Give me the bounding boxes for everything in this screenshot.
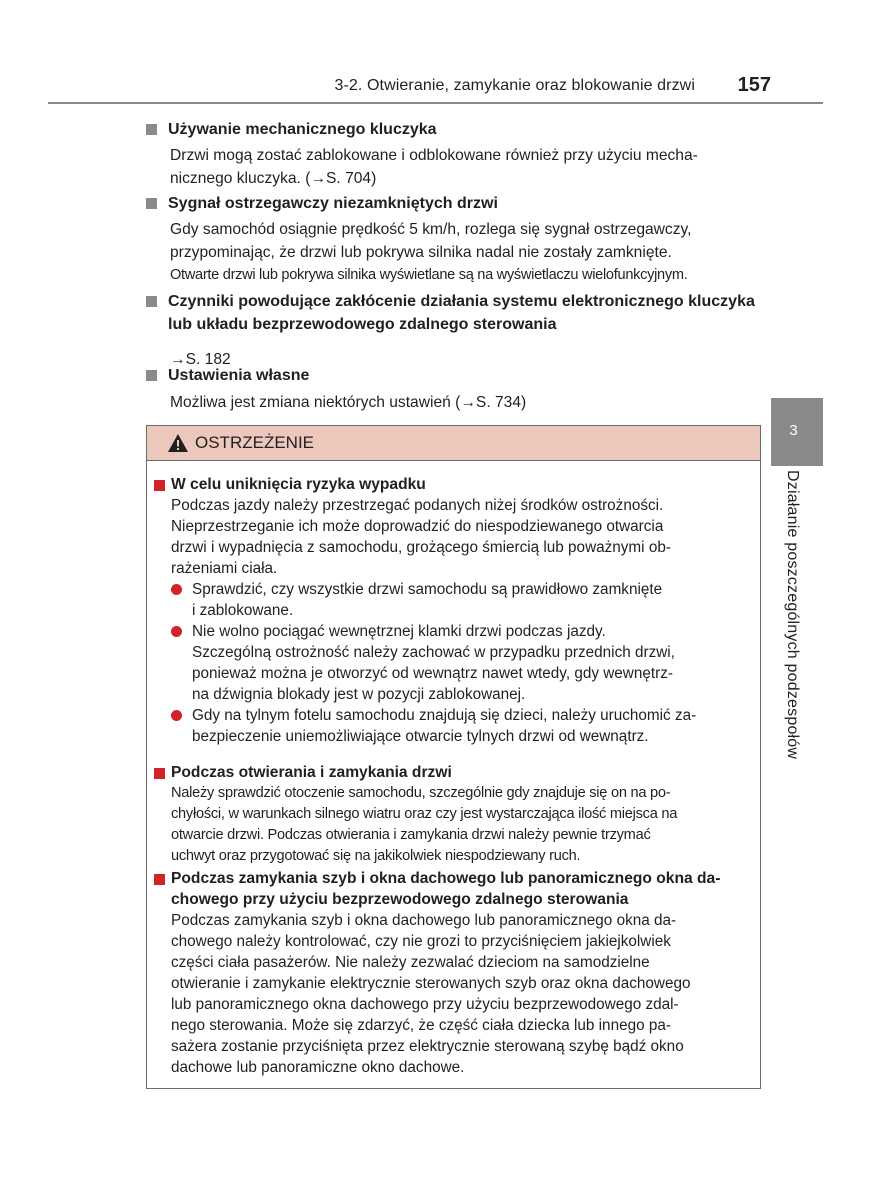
warning-block-heading: Podczas otwierania i zamykania drzwi (154, 762, 754, 783)
red-square-icon (154, 874, 165, 885)
chapter-tab (771, 398, 823, 466)
warning-block-body: Podczas zamykania szyb i okna dachowego lub panoramicznego okna da- chowego należy kontrolować, czy nie grozi to przyciśnięciem jakiejkolwiek części ciała pasażerów. Nie należy zezwalać dzieciom na samodzielne otwieranie i zamykanie elektrycznie sterowanych szyb oraz okna dachowego lub panoramicznego okna dachowego przy użyciu bezprzewodowego zdal- nego sterowania. Może się zdarzyć, że część ciała dziecka lub innego pa- sażera zostanie przyciśnięta przez elektrycznie sterowaną szybę bądź okno dachowe lub panoramiczne okno dachowe. (171, 912, 691, 1076)
red-dot-icon (171, 584, 182, 595)
square-bullet-icon (146, 296, 157, 307)
warning-block-windows (154, 868, 754, 1078)
warning-block-accident (154, 474, 754, 747)
bullet-item: Gdy na tylnym fotelu samochodu znajdują się dzieci, należy uruchomić za- bezpieczenie uniemożliwiające otwarcie tylnych drzwi od wewnątrz. (171, 705, 754, 747)
section-heading: Używanie mechanicznego kluczyka (146, 118, 766, 141)
section-interference (146, 290, 766, 371)
red-square-icon (154, 768, 165, 779)
section-heading: Ustawienia własne (146, 364, 766, 387)
section-body: Drzwi mogą zostać zablokowane i odblokowane również przy użyciu mecha- nicznego kluczyka. (→S. 704) (170, 147, 698, 187)
red-dot-icon (171, 626, 182, 637)
warning-block-body: Należy sprawdzić otoczenie samochodu, szczególnie gdy znajduje się on na po- chyłości, w warunkach silnego wiatru oraz czy jest wystarczająca ilość miejsca na otwarcie drzwi. Podczas otwierania i zamykania drzwi należy pewnie trzymać uchwyt oraz przygotować się na jakikolwiek niespodziewany ruch. (171, 785, 678, 864)
square-bullet-icon (146, 124, 157, 135)
warning-box (146, 425, 761, 1089)
section-door-warning (146, 192, 766, 287)
red-dot-icon (171, 710, 182, 721)
warning-triangle-icon (167, 433, 189, 453)
red-square-icon (154, 480, 165, 491)
square-bullet-icon (146, 370, 157, 381)
section-heading: Sygnał ostrzegawczy niezamkniętych drzwi (146, 192, 766, 215)
page-number: 157 (737, 74, 771, 96)
chapter-number: 3 (789, 422, 798, 439)
section-custom-settings (146, 364, 766, 414)
chapter-label: Działanie poszczególnych podzespołów (784, 470, 801, 760)
warning-header (147, 426, 760, 461)
warning-title: OSTRZEŻENIE (195, 433, 315, 452)
warning-block-heading: W celu uniknięcia ryzyka wypadku (154, 474, 754, 495)
section-body: Gdy samochód osiągnie prędkość 5 km/h, rozlega się sygnał ostrzegawczy, przypominając, że drzwi lub pokrywa silnika nadal nie zostały zamknięte. Otwarte drzwi lub pokrywa silnika wyświetlane są na wyświetlaczu wielofunkcyjnym. (170, 221, 692, 283)
bullet-item: Sprawdzić, czy wszystkie drzwi samochodu są prawidłowo zamknięte i zablokowane. (171, 579, 754, 621)
warning-block-doors (154, 762, 754, 867)
section-mechanical-key (146, 118, 766, 190)
page-header (48, 72, 823, 104)
warning-block-body: Podczas jazdy należy przestrzegać podanych niżej środków ostrożności. Nieprzestrzeganie ich może doprowadzić do niespodziewanego otwarcia drzwi i wypadnięcia z samochodu, grożącego śmiercią lub poważnymi ob- rażeniami ciała. Sprawdzić, czy wszystkie drzwi samochodu są prawidłowo zamknięte i zablokowane. Nie wolno pociągać wewnętrznej klamki drzwi podczas jazdy. Szczególną ostrożność należy zachować w przypadku przednich drzwi, ponieważ można je otworzyć od wewnątrz nawet wtedy, gdy wewnętrz- na dźwignia blokady jest w pozycji zablokowanej. Gdy na tylnym fotelu samochodu znajdują się dzieci, należy uruchomić za- bezpieczenie uniemożliwiające otwarcie tylnych drzwi od wewnątrz. (154, 495, 754, 747)
section-body: Możliwa jest zmiana niektórych ustawień (→S. 734) (170, 394, 527, 411)
chapter-title: 3-2. Otwieranie, zamykanie oraz blokowanie drzwi (334, 77, 695, 94)
square-bullet-icon (146, 198, 157, 209)
bullet-item: Nie wolno pociągać wewnętrznej klamki drzwi podczas jazdy. Szczególną ostrożność należy zachować w przypadku przednich drzwi, ponieważ można je otworzyć od wewnątrz nawet wtedy, gdy wewnętrz- na dźwignia blokady jest w pozycji zablokowanej. (171, 621, 754, 705)
section-body: →S. 182 (170, 351, 231, 368)
section-heading: Czynniki powodujące zakłócenie działania systemu elektronicznego kluczyka lub układu bezprzewodowego zdalnego sterowania (146, 290, 766, 336)
warning-block-heading: Podczas zamykania szyb i okna dachowego lub panoramicznego okna da- chowego przy użyciu bezprzewodowego zdalnego sterowania (154, 868, 754, 910)
